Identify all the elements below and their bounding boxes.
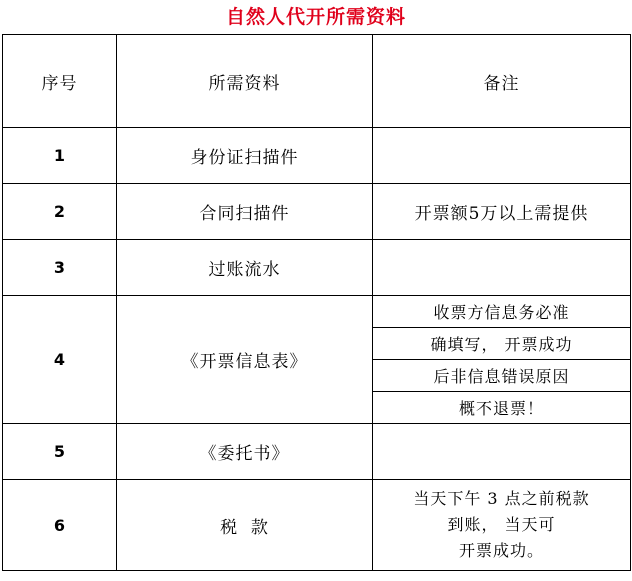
- row-note-line: 确填写， 开票成功: [373, 328, 631, 360]
- row-note: [373, 480, 631, 571]
- row-number: 2: [3, 184, 117, 240]
- row-number: 5: [3, 424, 117, 480]
- header-no: 序号: [3, 35, 117, 128]
- row-note-line: 到账， 当天可: [447, 515, 556, 534]
- row-number: 1: [3, 128, 117, 184]
- header-note: 备注: [373, 35, 631, 128]
- row-note: [373, 128, 631, 184]
- table-row: [3, 240, 631, 296]
- row-item: 身份证扫描件: [117, 128, 373, 184]
- row-note: [373, 240, 631, 296]
- row-item: 过账流水: [117, 240, 373, 296]
- row-number: 3: [3, 240, 117, 296]
- row-note-line: 开票成功。: [458, 541, 544, 560]
- row-note-line: 收票方信息务必准: [373, 296, 631, 328]
- materials-table: [2, 34, 631, 571]
- table-row: [3, 128, 631, 184]
- row-item: 《开票信息表》: [117, 296, 373, 424]
- header-item: 所需资料: [117, 35, 373, 128]
- row-note: 开票额5万以上需提供: [373, 184, 631, 240]
- row-note: [373, 424, 631, 480]
- table-row: [3, 480, 631, 571]
- row-item: 税 款: [117, 480, 373, 571]
- row-item: 《委托书》: [117, 424, 373, 480]
- row-item: 合同扫描件: [117, 184, 373, 240]
- row-number: 6: [3, 480, 117, 571]
- table-header-row: [3, 35, 631, 128]
- row-number: 4: [3, 296, 117, 424]
- table-row: [3, 184, 631, 240]
- table-row: [3, 424, 631, 480]
- row-note-line: 后非信息错误原因: [373, 360, 631, 392]
- row-note-line: 当天下午 3 点之前税款: [413, 489, 590, 508]
- page-title: 自然人代开所需资料: [225, 6, 406, 28]
- table-row: [3, 296, 631, 328]
- row-note-line: 概不退票！: [373, 392, 631, 424]
